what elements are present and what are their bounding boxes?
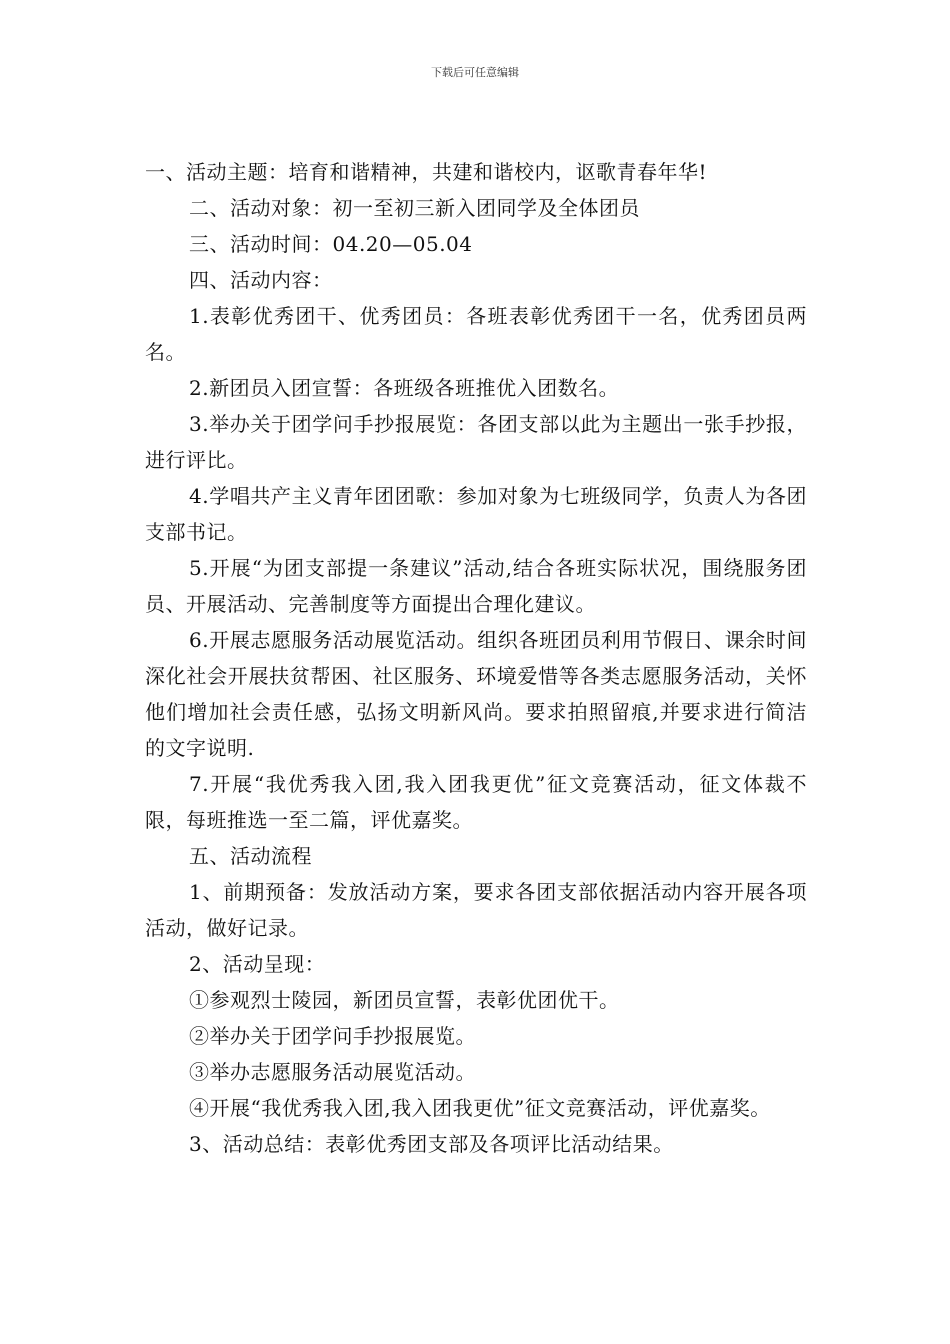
process-substep-3: ③举办志愿服务活动展览活动。 [189,1060,476,1084]
section-audience: 二、活动对象：初一至初三新入团同学及全体团员 [189,196,640,220]
document-body [145,154,807,1162]
section-process-heading: 五、活动流程 [189,844,312,868]
process-substep-2: ②举办关于团学问手抄报展览。 [189,1024,476,1048]
process-step-3: 3、活动总结：表彰优秀团支部及各项评比活动结果。 [189,1132,674,1156]
section-time: 三、活动时间：04.20—05.04 [189,232,473,256]
content-item-4: 4.学唱共产主义青年团团歌：参加对象为七班级同学，负责人为各团支部书记。 [145,484,807,544]
content-item-2: 2.新团员入团宣誓：各班级各班推优入团数名。 [189,376,620,400]
process-substep-4: ④开展“我优秀我入团,我入团我更优”征文竞赛活动，评优嘉奖。 [189,1096,771,1120]
content-item-3: 3.举办关于团学问手抄报展览：各团支部以此为主题出一张手抄报，进行评比。 [145,412,807,472]
section-content-heading: 四、活动内容： [189,268,333,292]
content-item-6: 6.开展志愿服务活动展览活动。组织各班团员利用节假日、课余时间深化社会开展扶贫帮困、社区服务、环境爱惜等各类志愿服务活动，关怀他们增加社会责任感，弘扬文明新风尚。要求拍照留痕,并要求进行简洁的文字说明. [145,628,807,760]
process-substep-1: ①参观烈士陵园，新团员宣誓，表彰优团优干。 [189,988,620,1012]
page-header: 下载后可任意编辑 [431,66,519,79]
section-theme: 一、活动主题：培育和谐精神，共建和谐校内，讴歌青春年华! [145,160,708,184]
content-item-5: 5.开展“为团支部提一条建议”活动,结合各班实际状况，围绕服务团员、开展活动、完善制度等方面提出合理化建议。 [145,556,807,616]
content-item-7: 7.开展“我优秀我入团,我入团我更优”征文竞赛活动，征文体裁不限，每班推选一至二篇，评优嘉奖。 [145,772,807,832]
content-item-1: 1.表彰优秀团干、优秀团员：各班表彰优秀团干一名，优秀团员两名。 [145,304,807,364]
process-step-2: 2、活动呈现： [189,952,326,976]
process-step-1: 1、前期预备：发放活动方案，要求各团支部依据活动内容开展各项活动，做好记录。 [145,880,807,940]
